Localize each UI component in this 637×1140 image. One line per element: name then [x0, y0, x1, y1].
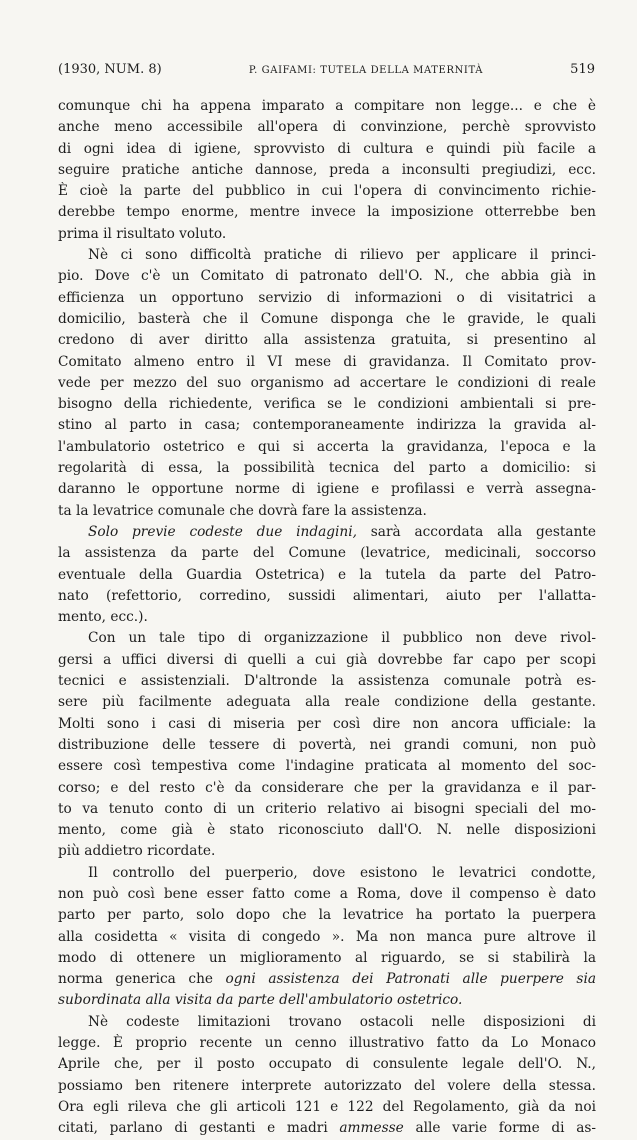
- text-line: [58, 522, 596, 543]
- italic-segment: ogni assistenza dei Patronati alle puerpere sia: [212, 971, 596, 988]
- text-line: credono di aver diritto alla assistenza gratuita, si presentino al: [58, 332, 596, 349]
- paragraph-3: [58, 522, 596, 628]
- text-line: la assistenza da parte del Comune (levatrice, medicinali, soccorso: [58, 545, 596, 562]
- text-segment: citati, parlano di gestanti e madri: [58, 1120, 328, 1137]
- body-text: [58, 96, 596, 1140]
- text-line: domicilio, basterà che il Comune disponga che le gravide, le quali: [58, 310, 596, 327]
- text-line: possiamo ben ritenere interprete autorizzato del volere della stessa.: [58, 1077, 596, 1094]
- paragraph-1: [58, 96, 596, 245]
- text-line: eventuale della Guardia Ostetrica) e la tutela da parte del Patro-: [58, 566, 596, 583]
- text-line: non può così bene esser fatto come a Roma, dove il compenso è dato: [58, 885, 596, 902]
- text-line: Ora egli rileva che gli articoli 121 e 122 del Regolamento, già da noi: [58, 1098, 596, 1115]
- text-line: sere più facilmente adeguata alla reale condizione della gestante.: [58, 694, 596, 711]
- text-segment: norma generica che: [58, 971, 213, 988]
- text-line: prima il risultato voluto.: [58, 225, 227, 242]
- page-number: 519: [570, 62, 595, 77]
- text-line: anche meno accessibile all'opera di convinzione, perchè sprovvisto: [58, 119, 596, 136]
- paragraph-4: [58, 628, 596, 862]
- text-line: [58, 969, 596, 990]
- text-line: mento, ecc.).: [58, 609, 148, 626]
- text-line: parto per parto, solo dopo che la levatrice ha portato la puerpera: [58, 907, 596, 924]
- text-line: alla cosidetta « visita di congedo ». Ma non manca pure altrove il: [58, 928, 596, 945]
- text-line: [58, 1118, 596, 1139]
- text-line: derebbe tempo enorme, mentre invece la imposizione otterrebbe ben: [58, 204, 596, 221]
- text-line: Nè codeste limitazioni trovano ostacoli nelle disposizioni di: [88, 1013, 596, 1030]
- paragraph-6: [58, 1012, 596, 1140]
- text-line: nato (refettorio, corredino, sussidi alimentari, aiuto per l'allatta-: [58, 587, 596, 604]
- text-line: tecnici e assistenziali. D'altronde la assistenza comunale potrà es-: [58, 673, 596, 690]
- italic-word: ammesse: [327, 1120, 404, 1137]
- text-line: distribuzione delle tessere di povertà, nei grandi comuni, non può: [58, 736, 596, 753]
- text-line: daranno le opportune norme di igiene e profilassi e verrà assegna-: [58, 481, 596, 498]
- text-line: più addietro ricordate.: [58, 843, 216, 860]
- text-line: mento, come già è stato riconosciuto dall'O. N. nelle disposizioni: [58, 822, 596, 839]
- text-line: Aprile che, per il posto occupato di consulente legale dell'O. N.,: [58, 1056, 596, 1073]
- running-header: [58, 62, 595, 84]
- paragraph-5: [58, 863, 596, 1012]
- text-line: essere così tempestiva come l'indagine praticata al momento del soc-: [58, 758, 596, 775]
- text-line: di ogni idea di igiene, sprovvisto di cultura e quindi più facile a: [58, 140, 596, 157]
- text-line: Il controllo del puerperio, dove esistono le levatrici condotte,: [88, 864, 596, 881]
- text-line: pio. Dove c'è un Comitato di patronato dell'O. N., che abbia già in: [58, 268, 596, 285]
- text-line: stino al parto in casa; contemporaneamente indirizza la gravida al-: [58, 417, 596, 434]
- paragraph-2: [58, 245, 596, 522]
- text-line: modo di ottenere un miglioramento al riguardo, se si stabilirà la: [58, 949, 596, 966]
- text-line: vede per mezzo del suo organismo ad accertare le condizioni di reale: [58, 374, 596, 391]
- text-line: È cioè la parte del pubblico in cui l'opera di convincimento richie-: [58, 183, 596, 200]
- text-line: to va tenuto conto di un criterio relativo ai bisogni speciali del mo-: [58, 800, 596, 817]
- text-line: ta la levatrice comunale che dovrà fare la assistenza.: [58, 502, 427, 519]
- text-line: seguire pratiche antiche dannose, preda a inconsulti pregiudizi, ecc.: [58, 161, 596, 178]
- text-line: gersi a uffici diversi di quelli a cui già dovrebbe far capo per scopi: [58, 651, 596, 668]
- text-line: Con un tale tipo di organizzazione il pubblico non deve rivol-: [88, 630, 596, 647]
- text-line: corso; e del resto c'è da considerare che per la gravidanza e il par-: [58, 779, 596, 796]
- text-line: Comitato almeno entro il VI mese di gravidanza. Il Comitato prov-: [58, 353, 596, 370]
- text-line: l'ambulatorio ostetrico e qui si accerta la gravidanza, l'epoca e la: [58, 438, 596, 455]
- text-line: Molti sono i casi di miseria per così dire non ancora ufficiale: la: [58, 715, 596, 732]
- italic-lead: Solo previe codeste due indagini,: [88, 523, 357, 540]
- text-line: regolarità di essa, la possibilità tecnica del parto a domicilio: si: [58, 460, 596, 477]
- text-line: [58, 990, 596, 1011]
- text-line: Nè ci sono difficoltà pratiche di rilievo per applicare il princi-: [88, 247, 596, 264]
- text-segment: alle varie forme di as-: [403, 1120, 596, 1137]
- running-title: P. GAIFAMI: TUTELA DELLA MATERNITÀ: [248, 65, 484, 76]
- italic-segment: subordinata alla visita da parte dell'ambulatorio ostetrico.: [58, 992, 463, 1009]
- text-line: comunque chi ha appena imparato a compitare non legge... e che è: [58, 98, 596, 114]
- text-line: bisogno della richiedente, verifica se le condizioni ambientali si pre-: [58, 396, 596, 413]
- issue-reference: (1930, NUM. 8): [58, 62, 162, 77]
- text-segment: sarà accordata alla gestante: [356, 523, 596, 540]
- text-line: efficienza un opportuno servizio di informazioni o di visitatrici a: [58, 289, 596, 306]
- text-line: legge. È proprio recente un cenno illustrativo fatto da Lo Monaco: [58, 1035, 596, 1052]
